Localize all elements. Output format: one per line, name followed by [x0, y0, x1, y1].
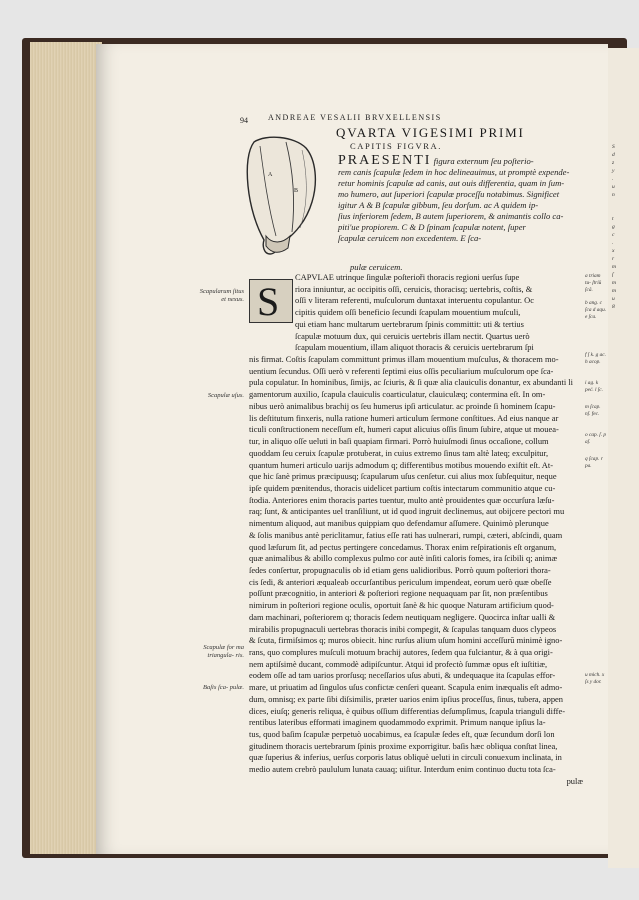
caption-line-1	[338, 155, 591, 167]
page-number: 94	[240, 116, 248, 125]
dropcap-letter: S	[257, 279, 280, 324]
facing-page-text: S d z y . u n t g c . x r m ſ m m u 8	[612, 144, 616, 310]
body-line: nem aptiſsimè ducant, commodè adipiſcuntur. Atqui id profectò ſummæ opus eſt iuſtitiæ,	[249, 658, 548, 669]
body-line: oſſi v literam referenti, muſculorum duntaxat interuentu copulantur. Oc	[295, 295, 534, 306]
caption-line: mo humero, aut ſuperiori ſcapulæ proceſſu notabimus. Significet	[338, 189, 560, 199]
caption-line: ſius inferiorem ſedem, B autem ſuperiorem, & animantis collo ca-	[338, 211, 564, 221]
body-line: cis ſedi, & anteriori æqualeab occurſantibus periculum impendeat, eorum uerò quæ obeſſe	[249, 576, 552, 587]
figure-title: QVARTA VIGESIMI PRIMI	[336, 125, 525, 140]
body-line: qui etiam hanc multarum uertebrarum ſpinis committit: uti & tertius	[295, 318, 524, 329]
body-line: nis firmat. Coſtis ſcapulam committunt primus illam mouentium muſculus, & thoracem mo-	[249, 354, 559, 365]
margin-note-right: i ag. k peć. l ſc.	[585, 380, 603, 393]
body-line: rentibus lateribus efformati imaginem quodammodo exprimit. Primum nanque ipſius la-	[249, 717, 546, 728]
caption-line: retur hominis ſcapulæ ad canis, aut ouis differentia, quam in ſum-	[338, 178, 565, 188]
margin-note-left: Scapulæ uſus.	[207, 392, 244, 399]
body-line: tus, quod baſim ſcapulæ perpetuò uocabimus, ea ſcapulæ ſedes eſt, quæ ſecundum dorſi lon	[249, 729, 555, 740]
margin-note-left: Scapularum ſitus et nexus.	[199, 288, 244, 303]
figure-letter-b: B	[294, 188, 299, 194]
body-line: uentium ſecundus. Oſſi uerò v referenti ſeptimi eius oſſis peculiarium muſculorum ope ſca-	[249, 365, 554, 376]
body-line: CAPVLAE utrinque ſingulæ poſterioři thoracis regioni uerſus ſupe	[295, 272, 520, 282]
margin-note-left: Baſis ſca- pulæ.	[203, 684, 244, 691]
margin-note-right: b ang. c ſca d aqu. e ſca.	[585, 300, 607, 320]
margin-note-left: Scapulæ for ma triangula- ris.	[203, 644, 244, 659]
body-line: tur, in aliquo oſſe ueluti in baſi quapiam firmari. Porrò huiuſmodi ſinus occaſione, collum	[249, 436, 549, 447]
body-line: quoddam ſeu ceruix ſcapulæ protuberat, in cuius extremo ſinus tam altè lateq; exculpitur,	[249, 447, 549, 458]
body-line: & ſolis manibus antè periclitamur, fatius eſſe rati has uulnerari, rumpi, cæteri, abſcindi, quam	[249, 529, 563, 540]
margin-note-right: m ſcap. nſ. fec.	[585, 404, 601, 417]
body-line: gamentorum auxilio, ſcapula clauiculis coarticulatur, clauiculæq; contermina eſt. In om-	[249, 389, 546, 400]
margin-note-right: f ſ k. g ac. h acop.	[585, 352, 606, 365]
caption-lead-word: PRAESENTI	[338, 153, 432, 168]
caption-line: igitur A & B ſcapulæ gibbum, ſeu dorſum. ac A quidem ip-	[338, 200, 539, 210]
body-line: dices, eiuſq; generis reliqua, è quibus oſſium differentias deſumpſimus, ſcapula trianguli diffe-	[249, 705, 566, 716]
facing-page-edge	[608, 48, 639, 868]
body-line: nimirum in poſteriori regione oculis, oportuit ſanè & hic quoque Naturam artificium quod-	[249, 600, 554, 611]
body-line: rans, quo complures muſculi motuum brachij autores, ſedem qua fulciantur, & à qua origi-	[249, 647, 553, 657]
running-head: ANDREAE VESALII BRVXELLENSIS	[268, 113, 442, 122]
figure-caption	[338, 155, 591, 244]
caption-line: rem canis ſcapulæ ſedem in hoc delineauimus, ut promptè expende-	[338, 167, 570, 177]
body-line: quod læſurum ſit, ad pectus pertingere concedamus. Thorax enim reſpirationis eſt organum,	[249, 541, 557, 552]
caption-line: piti'ue propiorem. C & D ſpinam ſcapulæ notent, ſuper	[338, 222, 526, 232]
margin-note-right: a triam tu- ſtriū ſcă.	[585, 273, 602, 293]
body-line: dam machinari, poſteriorem q; thoracis ſedem neutiquam negligere. Quocirca inſtar ualli &	[249, 611, 556, 622]
body-line: quantum humeri articulo uarijs admodum q; differentibus motibus mouendo exiſtit eſt. At-	[249, 459, 554, 470]
body-line: ſcapulæ motuum dux, qui ceruicis uertebris illam nectit. Quartus uerò	[295, 330, 530, 341]
scapula-woodcut-figure	[246, 136, 320, 256]
margin-note-right: q ſcap. r pa.	[585, 456, 603, 469]
body-text	[249, 272, 583, 788]
catchword: pulæ	[566, 775, 583, 786]
body-line: mare, ut priuatim ad ſingulos uſus confictæ cenſeri queant. Scapula enim inæqualis eſt admo-	[249, 682, 563, 693]
body-line: mirabilis propugnaculi uertebras thoracis inibi compegit, & ſcapulas tanquam duos clypeos	[249, 623, 557, 634]
body-line: quæ animalibus & abillo complexus pulmo cor autè inſiti caloris fomes, ira ſcibili q; animæ	[249, 553, 558, 564]
body-line: & ſcuta, firmiſsimos q; muros obiecit. hinc rurſus alium uſum homini acceſſurū minimè igno-	[249, 635, 563, 646]
body-line: quæ ſuperius & inferius, uerſus corporis latus obliquè ueluti in circuli conuexum inclinata, in	[249, 752, 562, 763]
caption-end: pulæ ceruicem.	[350, 262, 403, 272]
body-line: que hic ſanè primus præcipuusq; ſcapularum uſus cenſetur. cui alius mox ſubſequitur, neque	[249, 471, 557, 482]
body-line: ipſe quidem pœnitendus, thoracis uidelicet partium coſtis intectarum communitio atque cu-	[249, 482, 556, 493]
body-line: nibus uerò animalibus brachij os ſeu humerus ipſi articulatur. ac proinde ſi hominem ſcapu-	[249, 400, 556, 411]
body-line: cipitis quidem oſſi beneficio ſecundi ſcapulam mouentium muſculi,	[295, 307, 521, 318]
body-line: gitudinem thoracis uertebrarum ſpinis proxime exporrigitur. baſis hæc obliqua conſtat linea,	[249, 740, 558, 751]
body-line: poſſunt præcognitio, in anteriori & poſteriori regione nequaquam par ſit, non præſentibus	[249, 588, 548, 599]
body-line: nimentum aliquod, aut manibus quippiam quo defendamur aſſumere. Quinimò plerunque	[249, 518, 549, 529]
body-line: ſtodia. Anteriores enim thoracis partes tuentur, multo antè prouidentes quæ occurſura læſu-	[249, 494, 555, 505]
figure-letter-a: A	[268, 172, 273, 178]
margin-note-right: o cap. ſ. p aſ.	[585, 432, 607, 445]
caption-line: ſcapulæ ceruicem non excedentem. E ſca-	[338, 233, 482, 243]
body-line: raq; ſunt, & anticipantes uel tranſiliunt, ut id quod ingruit declinemus, aut obijcere pectori mu	[249, 506, 565, 517]
body-line: riora inniuntur, ac occipitis oſſi, ceruicis, thoracisq; uertebris, coſtis, &	[295, 283, 533, 294]
body-line: pula copulatur. In hominibus, ſimijs, ac ſciuris, & ſi quæ alia clauiculis donantur, ex abundanti li	[249, 377, 573, 388]
margin-note-right: u mich. x ſs y dor.	[585, 672, 605, 685]
caption-line: figura externum ſeu poſterio-	[433, 156, 534, 166]
page-edges	[30, 42, 102, 854]
body-line: ſcapulam mouentium, illam aliquot thoracis & ceruicis uertebrarum ſpi	[295, 342, 534, 353]
body-line: dum, omnisq; ex parte ſibi diſsimilis, præter uarios enim ipſius proceſſus, ſinus, tubera, appen	[249, 693, 564, 704]
body-line: ſedes conſertur, propugnaculis ob id etiam gens ualidioribus. Porrò quum poſteriori thora-	[249, 564, 551, 575]
figure-subtitle: CAPITIS FIGVRA.	[350, 141, 443, 151]
body-line: lis deſtitutum finxeris, nulla ratione humeri articulum ſermone conſtitues. Ad eius nanque ar	[249, 412, 559, 423]
body-line: ticuli conſtructionem neceſſum eſt, humeri caput alicuius oſſis ſinum ſubire, atque ut mouea-	[249, 424, 559, 435]
body-line: medio autem crebrò paululum lunata cauaq; uiſitur. Interdum enim continuo ductu tota ſca-	[249, 764, 556, 775]
body-line: eodem oſſe ad tam uarios prorſusq; neceſſarios uſus abuti, & undequaque ita ſcapulas effor-	[249, 670, 556, 681]
